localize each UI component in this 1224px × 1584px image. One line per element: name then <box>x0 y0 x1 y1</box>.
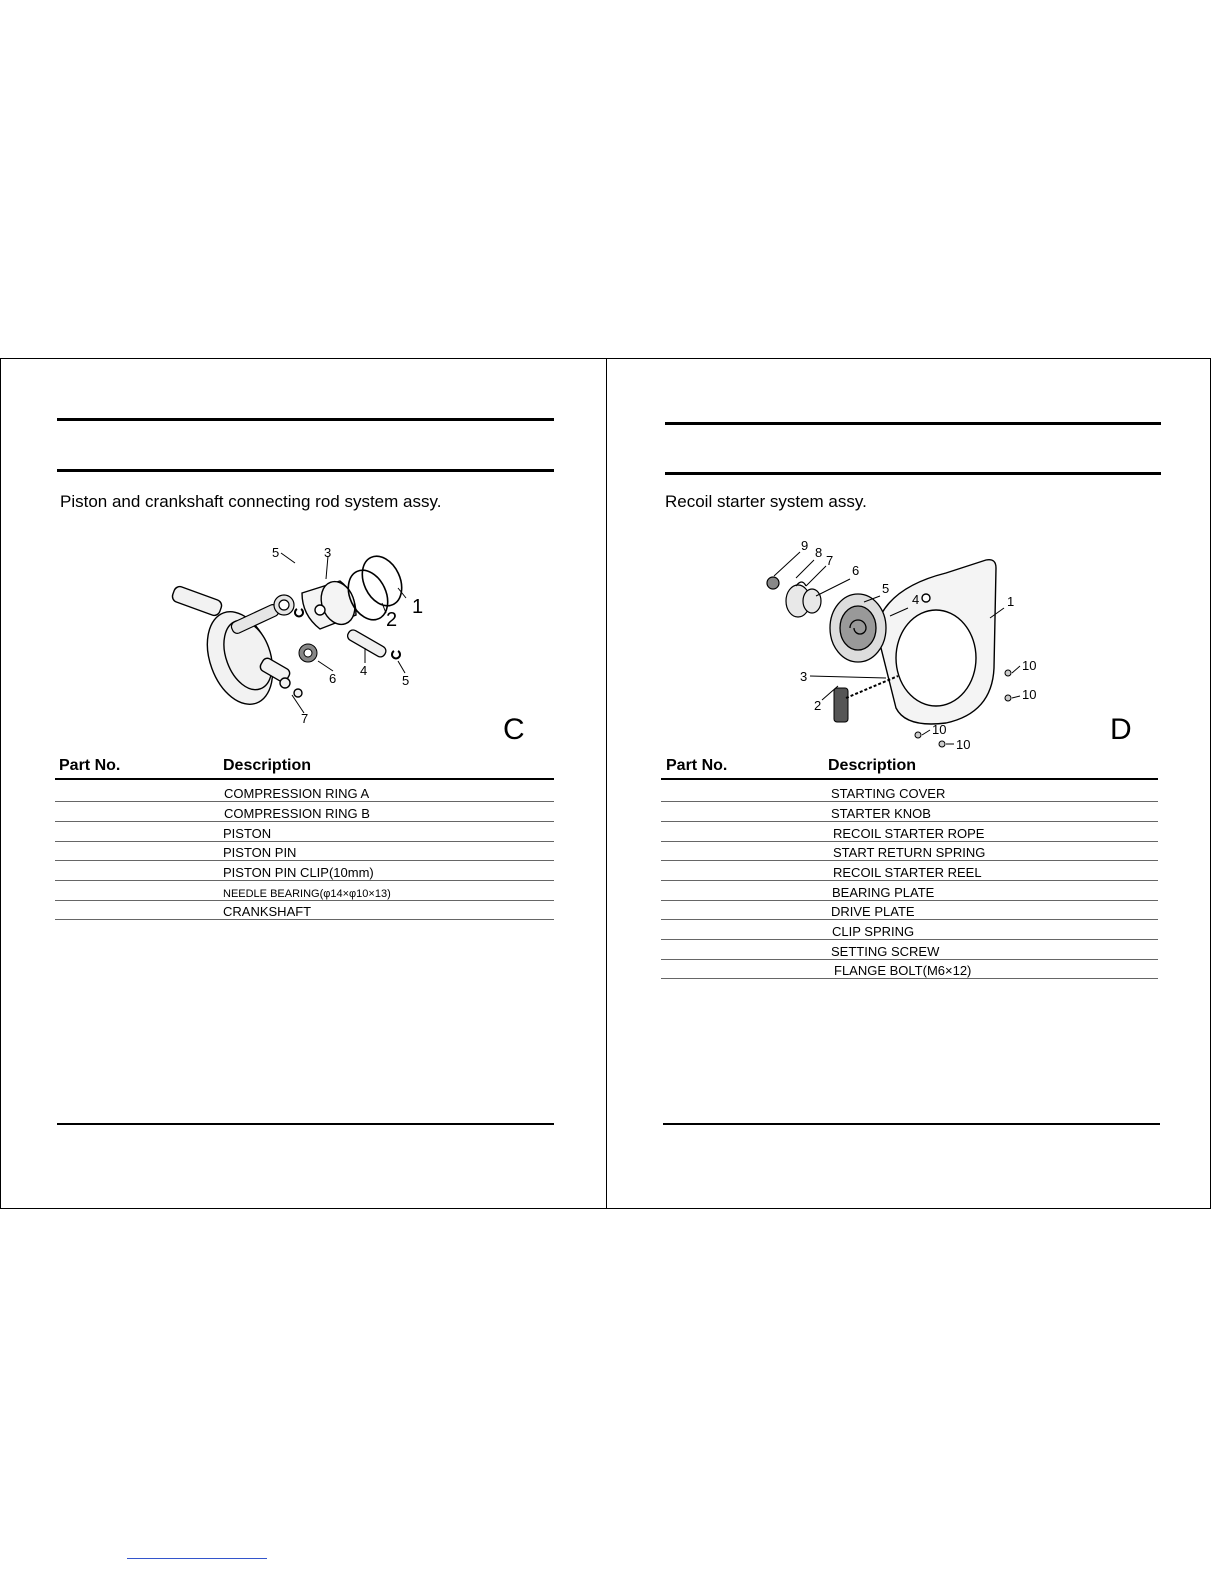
table-row: COMPRESSION RING B <box>55 802 554 822</box>
second-rule <box>57 469 554 472</box>
table-row: START RETURN SPRING <box>661 841 1158 861</box>
table-row: STARTING COVER <box>661 782 1158 802</box>
table-row: COMPRESSION RING A <box>55 782 554 802</box>
callout-6: 6 <box>852 563 860 578</box>
callout-10-c: 10 <box>932 722 947 737</box>
table-row: STARTER KNOB <box>661 802 1158 822</box>
callout-1: 1 <box>1007 594 1015 609</box>
figure-letter: C <box>503 713 525 746</box>
table-row: FLANGE BOLT(M6×12) <box>661 959 1158 979</box>
callout-10-b: 10 <box>1022 687 1037 702</box>
bottom-rule <box>663 1123 1160 1125</box>
callout-3: 3 <box>800 669 808 684</box>
table-row: CRANKSHAFT <box>55 900 554 920</box>
header-underline <box>661 778 1158 780</box>
recoil-starter-diagram <box>746 538 1056 753</box>
table-row: BEARING PLATE <box>661 881 1158 901</box>
callout-6: 6 <box>329 671 337 686</box>
table-row: DRIVE PLATE <box>661 900 1158 920</box>
table-row: SETTING SCREW <box>661 940 1158 960</box>
table-row: RECOIL STARTER ROPE <box>661 822 1158 842</box>
callout-10-a: 10 <box>1022 658 1037 673</box>
callout-2: 2 <box>386 609 398 631</box>
callout-5-top: 5 <box>272 545 280 560</box>
table-row: RECOIL STARTER REEL <box>661 861 1158 881</box>
col-header-description: Description <box>223 757 312 774</box>
callout-1: 1 <box>412 596 424 618</box>
top-rule <box>57 418 554 421</box>
table-row: NEEDLE BEARING(φ14×φ10×13) <box>55 881 554 901</box>
section-title: Recoil starter system assy. <box>665 492 867 511</box>
callout-4: 4 <box>360 663 368 678</box>
table-row: PISTON PIN <box>55 841 554 861</box>
callout-5-bottom: 5 <box>402 673 410 688</box>
section-title: Piston and crankshaft connecting rod system assy. <box>60 492 442 511</box>
header-underline <box>55 778 554 780</box>
bottom-rule <box>57 1123 554 1125</box>
piston-crankshaft-diagram <box>160 543 440 723</box>
col-header-part-no: Part No. <box>666 757 728 774</box>
callout-4: 4 <box>912 592 920 607</box>
panel-recoil-starter <box>606 358 1211 1209</box>
col-header-part-no: Part No. <box>59 757 121 774</box>
col-header-description: Description <box>828 757 917 774</box>
top-rule <box>665 422 1161 425</box>
table-row: CLIP SPRING <box>661 920 1158 940</box>
callout-5: 5 <box>882 581 890 596</box>
panel-piston-crankshaft <box>0 358 605 1209</box>
callout-10-d: 10 <box>956 737 971 752</box>
callout-3: 3 <box>324 545 332 560</box>
callout-2: 2 <box>814 698 822 713</box>
footer-link-underline <box>127 1558 267 1559</box>
callout-7: 7 <box>826 553 834 568</box>
table-row: PISTON PIN CLIP(10mm) <box>55 861 554 881</box>
figure-letter: D <box>1110 713 1132 746</box>
table-row: PISTON <box>55 822 554 842</box>
callout-7: 7 <box>301 711 309 723</box>
callout-9: 9 <box>801 538 809 553</box>
callout-8: 8 <box>815 545 823 560</box>
second-rule <box>665 472 1161 475</box>
